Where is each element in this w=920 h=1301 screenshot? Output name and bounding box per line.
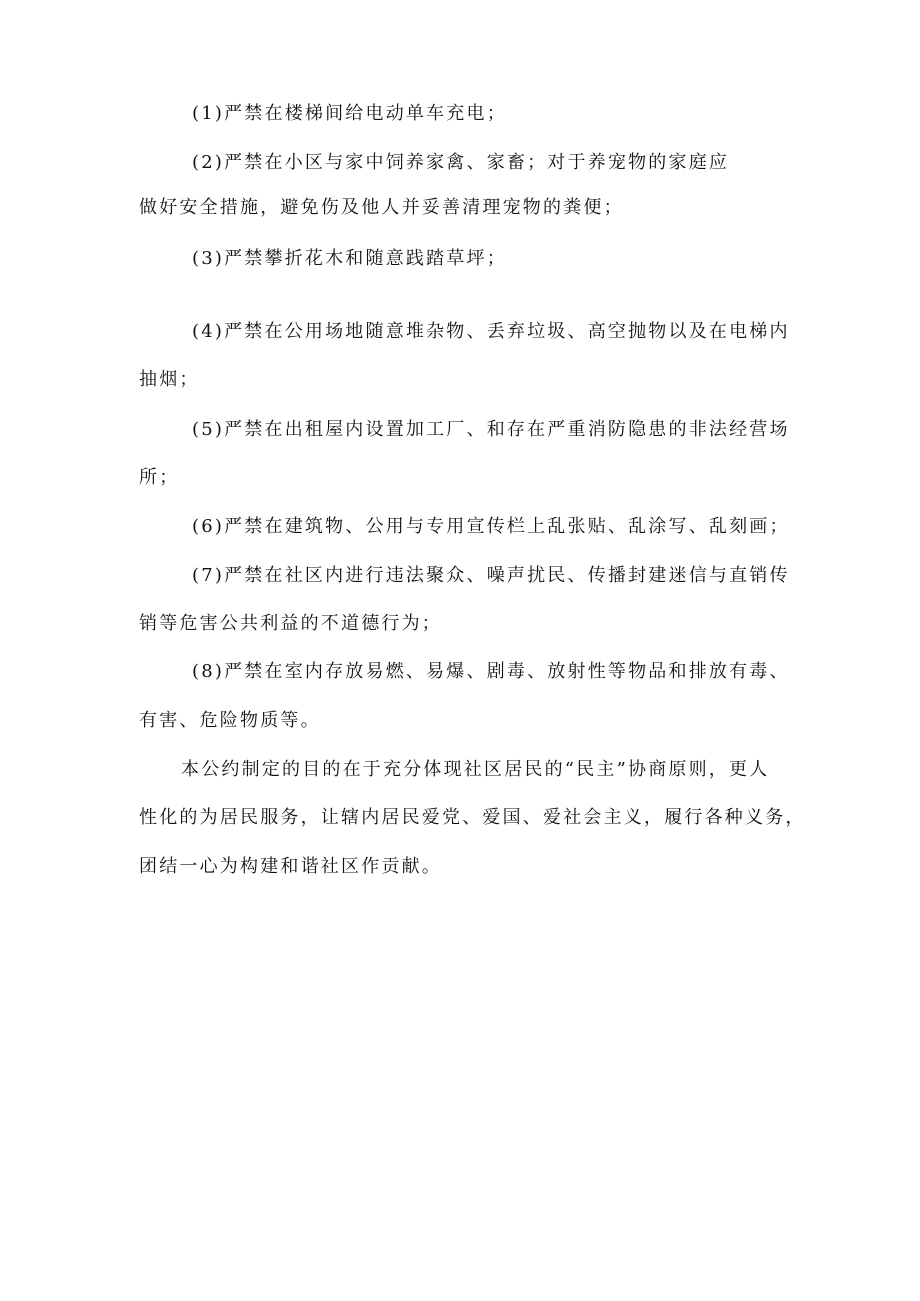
rule-5-line-1: (5)严禁在出租屋内设置加工厂、和存在严重消防隐患的非法经营场 — [192, 419, 790, 440]
closing-paragraph-line-2: 性化的为居民服务，让辖内居民爱党、爱国、爱社会主义，履行各种义务， — [139, 807, 806, 828]
closing-paragraph-line-1: 本公约制定的目的在于充分体现社区居民的“民主”协商原则，更人 — [181, 759, 770, 780]
closing-paragraph-line-3: 团结一心为构建和谐社区作贡献。 — [139, 856, 442, 877]
rule-8-line-1: (8)严禁在室内存放易燃、易爆、剧毒、放射性等物品和排放有毒、 — [192, 661, 790, 682]
rule-2-line-2: 做好安全措施，避免伤及他人并妥善清理宠物的粪便； — [139, 197, 624, 218]
rule-7-line-2: 销等危害公共利益的不道德行为； — [139, 613, 442, 634]
rule-4-line-1: (4)严禁在公用场地随意堆杂物、丢弃垃圾、高空抛物以及在电梯内 — [192, 321, 790, 342]
rule-2-line-1: (2)严禁在小区与家中饲养家禽、家畜；对于养宠物的家庭应 — [192, 152, 730, 173]
rule-3-line: (3)严禁攀折花木和随意践踏草坪； — [192, 248, 507, 269]
rule-4-line-2: 抽烟； — [139, 369, 200, 390]
rule-6-line: (6)严禁在建筑物、公用与专用宣传栏上乱张贴、乱涂写、乱刻画； — [192, 516, 790, 537]
rule-1-line: (1)严禁在楼梯间给电动单车充电； — [192, 103, 507, 124]
rule-5-line-2: 所； — [139, 467, 180, 488]
rule-8-line-2: 有害、危险物质等。 — [139, 710, 321, 731]
rule-7-line-1: (7)严禁在社区内进行违法聚众、噪声扰民、传播封建迷信与直销传 — [192, 565, 790, 586]
